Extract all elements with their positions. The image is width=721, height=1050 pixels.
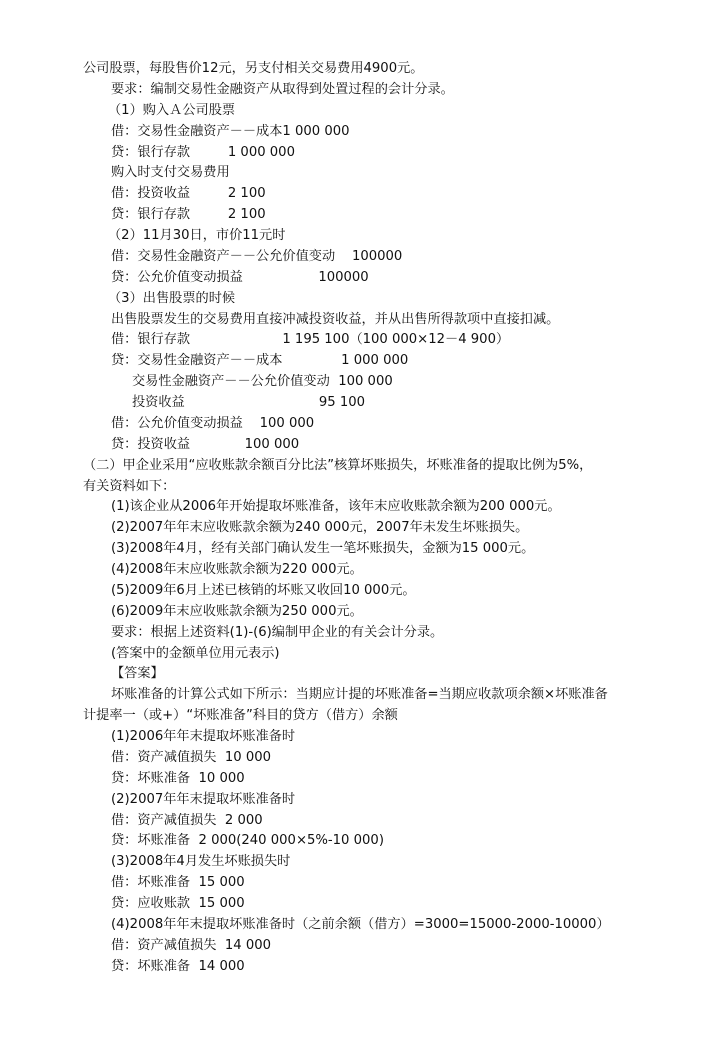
text-line: 要求：根据上述资料(1)-(6)编制甲企业的有关会计分录。 bbox=[111, 625, 444, 640]
text-line: 购入时支付交易费用 bbox=[111, 165, 230, 180]
text-line: (4)2008年末应收账款余额为220 000元。 bbox=[111, 562, 363, 577]
text-line: (答案中的金额单位用元表示) bbox=[111, 646, 280, 661]
text-line: 贷：银行存款 2 100 bbox=[111, 207, 266, 222]
text-line: (6)2009年末应收账款余额为250 000元。 bbox=[111, 604, 363, 619]
text-line: 贷：公允价值变动损益 100000 bbox=[111, 270, 369, 285]
text-line: 贷：坏账准备 14 000 bbox=[111, 959, 245, 974]
text-line: 出售股票发生的交易费用直接冲减投资收益，并从出售所得款项中直接扣减。 bbox=[111, 312, 560, 327]
text-line: (3)2008年4月，经有关部门确认发生一笔坏账损失，金额为15 000元。 bbox=[111, 541, 535, 556]
text-line: (4)2008年年末提取坏账准备时（之前余额（借方）=3000=15000-2000-10000） bbox=[111, 917, 610, 932]
text-line: 借：交易性金融资产－－成本1 000 000 bbox=[111, 124, 350, 139]
text-line: (5)2009年6月上述已核销的坏账又收回10 000元。 bbox=[111, 583, 416, 598]
text-line: 借：交易性金融资产－－公允价值变动 100000 bbox=[111, 249, 403, 264]
text-line: 借：公允价值变动损益 100 000 bbox=[111, 416, 315, 431]
text-line: 贷：应收账款 15 000 bbox=[111, 896, 245, 911]
text-line: 要求：编制交易性金融资产从取得到处置过程的会计分录。 bbox=[111, 82, 454, 97]
text-line: （3）出售股票的时候 bbox=[108, 291, 236, 306]
text-line: 借：坏账准备 15 000 bbox=[111, 875, 245, 890]
text-line: 投资收益 95 100 bbox=[132, 395, 366, 410]
text-line: (1)2006年年末提取坏账准备时 bbox=[111, 729, 296, 744]
text-line: (1)该企业从2006年开始提取坏账准备，该年末应收账款余额为200 000元。 bbox=[111, 499, 561, 514]
text-line: 公司股票，每股售价12元，另支付相关交易费用4900元。 bbox=[83, 61, 424, 76]
text-line: 有关资料如下： bbox=[83, 479, 176, 494]
text-line: 借：资产减值损失 14 000 bbox=[111, 938, 272, 953]
text-line: (3)2008年4月发生坏账损失时 bbox=[111, 854, 291, 869]
text-line: 贷：投资收益 100 000 bbox=[111, 437, 300, 452]
text-line: 贷：坏账准备 10 000 bbox=[111, 771, 245, 786]
text-line: 【答案】 bbox=[111, 666, 164, 681]
text-line: 交易性金融资产－－公允价值变动 100 000 bbox=[132, 374, 393, 389]
text-line: 计提率一（或+）“坏账准备”科目的贷方（借方）余额 bbox=[83, 708, 398, 723]
text-line: (2)2007年年末应收账款余额为240 000元，2007年未发生坏账损失。 bbox=[111, 520, 529, 535]
text-line: 借：银行存款 1 195 100（100 000×12－4 900） bbox=[111, 332, 510, 347]
text-line: 借：投资收益 2 100 bbox=[111, 186, 266, 201]
text-line: （二）甲企业采用“应收账款余额百分比法”核算坏账损失，坏账准备的提取比例为5%， bbox=[83, 458, 593, 473]
text-line: 借：资产减值损失 2 000 bbox=[111, 813, 263, 828]
text-line: 坏账准备的计算公式如下所示：当期应计提的坏账准备=当期应收款项余额×坏账准备 bbox=[111, 687, 608, 702]
text-line: 贷：坏账准备 2 000(240 000×5%-10 000) bbox=[111, 833, 384, 848]
text-line: 借：资产减值损失 10 000 bbox=[111, 750, 272, 765]
text-line: （2）11月30日，市价11元时 bbox=[108, 228, 286, 243]
text-line: (2)2007年年末提取坏账准备时 bbox=[111, 792, 296, 807]
text-line: （1）购入Ａ公司股票 bbox=[108, 103, 236, 118]
text-line: 贷：交易性金融资产－－成本 1 000 000 bbox=[111, 353, 409, 368]
text-line: 贷：银行存款 1 000 000 bbox=[111, 145, 295, 160]
